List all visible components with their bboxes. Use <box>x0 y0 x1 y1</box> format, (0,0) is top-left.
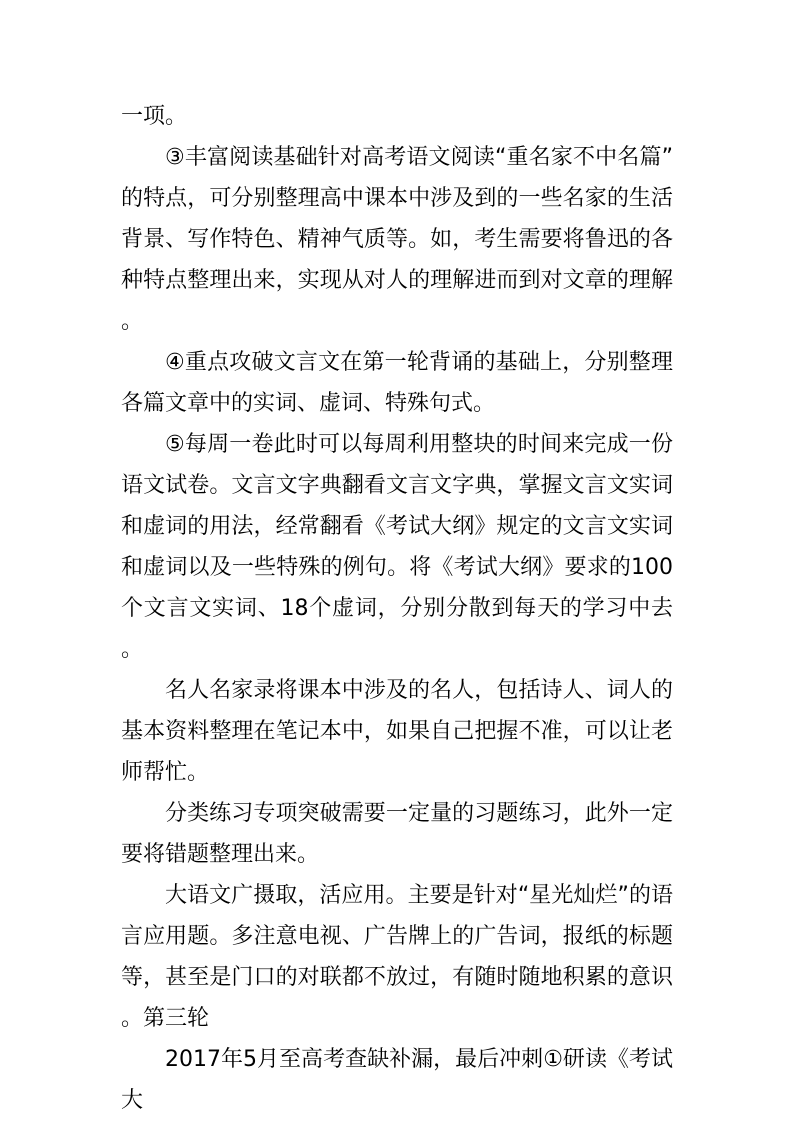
paragraph-broad-chinese: 大语文广摄取，活应用。主要是针对“星光灿烂”的语言应用题。多注意电视、广告牌上的广告词，报纸的标题等，甚至是门口的对联都不放过，有随时随地积累的意识。第三轮 <box>121 883 673 1031</box>
paragraph-final-sprint: 2017年5月至高考查缺补漏，最后冲刺①研读《考试大 <box>121 1047 673 1113</box>
document-body <box>121 96 673 1121</box>
paragraph-continuation: 一项。 <box>121 104 188 129</box>
paragraph-reading-foundation: ③丰富阅读基础针对高考语文阅读“重名家不中名篇”的特点，可分别整理高中课本中涉及到的一些名家的生活背景、写作特色、精神气质等。如，考生需要将鲁迅的各种特点整理出来，实现从对人的理解进而到对文章的理解。 <box>121 145 673 334</box>
paragraph-famous-authors: 名人名家录将课本中涉及的名人，包括诗人、词人的基本资料整理在笔记本中，如果自己把握不准，可以让老师帮忙。 <box>121 678 673 785</box>
paragraph-classical-chinese: ④重点攻破文言文在第一轮背诵的基础上，分别整理各篇文章中的实词、虚词、特殊句式。 <box>121 350 673 416</box>
paragraph-weekly-paper: ⑤每周一卷此时可以每周利用整块的时间来完成一份语文试卷。文言文字典翻看文言文字典，掌握文言文实词和虚词的用法，经常翻看《考试大纲》规定的文言文实词和虚词以及一些特殊的例句。将《考试大纲》要求的100个文言文实词、18个虚词，分别分散到每天的学习中去。 <box>121 432 673 662</box>
paragraph-categorized-practice: 分类练习专项突破需要一定量的习题练习，此外一定要将错题整理出来。 <box>121 801 673 867</box>
